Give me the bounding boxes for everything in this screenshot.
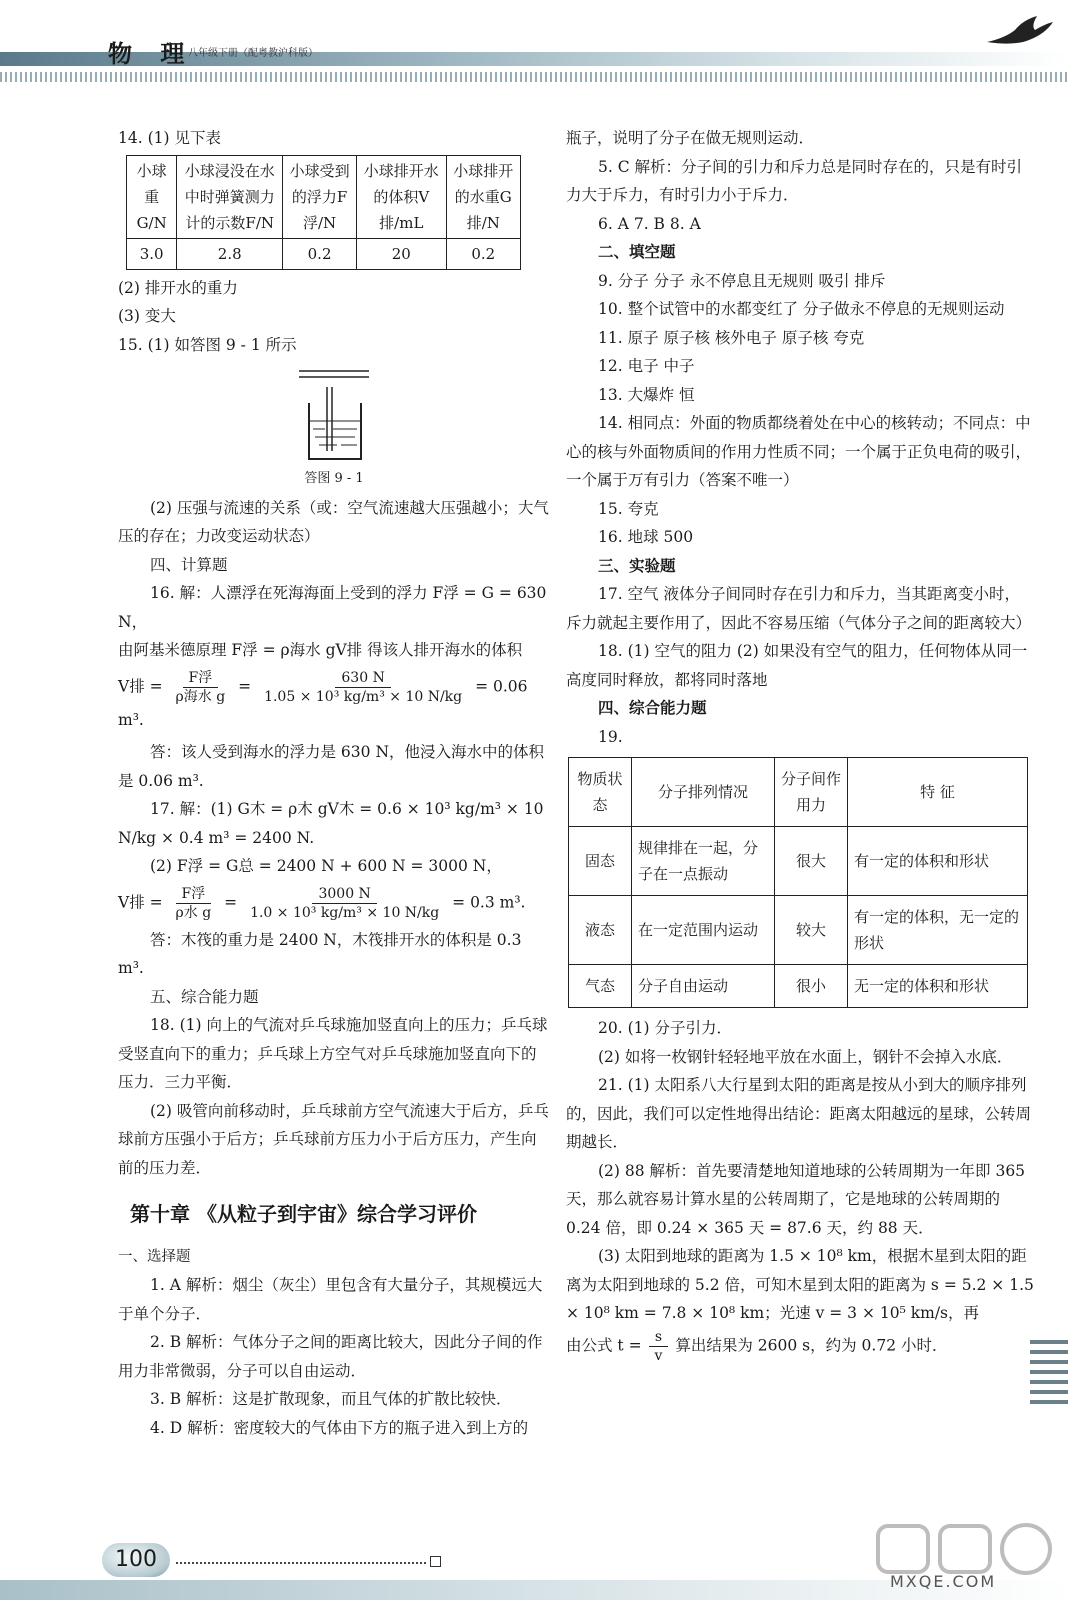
table-header: 分子间作用力	[775, 758, 848, 827]
table-header: 特 征	[848, 758, 1028, 827]
section-heading: 一、选择题	[118, 1248, 191, 1265]
q18-part1: 18. (1) 向上的气流对乒乓球施加竖直向上的压力；乒乓球受竖直向下的重力；乒乓球上方空气对乒乓球施加竖直向下的压力．三力平衡．	[118, 1016, 548, 1091]
fill-answer: 14. 相同点：外面的物质都绕着处在中心的核转动；不同点：中心的核与外面物质间的作用力性质不同；一个属于正负电荷的吸引，一个属于万有引力（答案不唯一）	[566, 414, 1032, 489]
choice-answer: 4. D 解析：密度较大的气体由下方的瓶子进入到上方的	[150, 1418, 529, 1437]
buoyancy-table	[126, 155, 521, 270]
q14-part3: (3) 变大	[118, 307, 176, 325]
fill-answer: 9. 分子 分子 永不停息且无规则 吸引 排斥	[598, 271, 886, 290]
left-column	[118, 124, 550, 1442]
q21-part4	[566, 1328, 1034, 1365]
eq-lhs: V排 =	[118, 677, 163, 695]
table-cell: 0.2	[446, 238, 520, 269]
fill-answer: 10. 整个试管中的水都变红了 分子做永不停息的无规则运动	[598, 300, 1005, 318]
eq-result: = 0.06 m³.	[118, 677, 528, 729]
fraction-denominator: 1.05 × 10³ kg/m³ × 10 N/kg	[264, 688, 463, 705]
subject-title: 物 理	[108, 39, 195, 68]
fill-answer: 12. 电子 中子	[598, 357, 695, 375]
fraction-denominator: ρ水 g	[175, 904, 212, 921]
q15-part1: 15. (1) 如答图 9 - 1 所示	[118, 335, 297, 354]
fraction-denominator: ρ海水 g	[175, 688, 226, 705]
table-cell: 无一定的体积和形状	[848, 965, 1028, 1008]
table-header: 小球浸没在水中时弹簧测力计的示数F/N	[177, 155, 283, 238]
fraction	[170, 885, 218, 922]
eq-equals: =	[224, 893, 238, 911]
table-header: 分子排列情况	[632, 758, 775, 827]
q21-part2: (2) 88 解析：首先要清楚地知道地球的公转周期为一年即 365 天，那么就容易计算水星的公转周期了，它是地球的公转周期的 0.24 倍，即 0.24 × 365 天 = 87.6 天，约 88 天．	[566, 1161, 1026, 1237]
formula-suffix: 算出结果为 2600 s，约为 0.72 小时．	[675, 1336, 948, 1354]
table-row	[569, 896, 1028, 965]
q17-answer: 答：木筏的重力是 2400 N，木筏排开水的体积是 0.3 m³.	[118, 930, 522, 977]
q14-intro: 14. (1) 见下表	[118, 129, 221, 147]
footer-dotted-rule	[176, 1562, 426, 1564]
experiment-answer: 18. (1) 空气的阻力 (2) 如果没有空气的阻力，任何物体从同一高度同时释放，都将同时落地	[566, 642, 1028, 689]
q21-part3: (3) 太阳到地球的距离为 1.5 × 10⁸ km，根据木星到太阳的距离为太阳到地球的 5.2 倍，可知木星到太阳的距离为 s = 5.2 × 1.5 × 10⁸ km = 7.8 × 10⁸ km；光速 v = 3 × 10⁵ km/s，再	[566, 1247, 1034, 1322]
q16-line1: 16. 解：人漂浮在死海海面上受到的浮力 F浮 = G = 630 N，	[118, 584, 547, 631]
table-cell: 20	[357, 238, 447, 269]
states-of-matter-table	[568, 757, 1028, 1008]
eq-lhs: V排 =	[118, 893, 163, 911]
table-cell: 有一定的体积和形状	[848, 827, 1028, 896]
table-row	[569, 965, 1028, 1008]
table-cell: 规律排在一起，分子在一点振动	[632, 827, 775, 896]
fill-answer: 11. 原子 原子核 核外电子 原子核 夸克	[598, 328, 865, 347]
fraction	[244, 885, 445, 922]
watermark-text: MXQE.COM	[890, 1572, 997, 1591]
q15-part2: (2) 压强与流速的关系（或：空气流速越大压强越小；大气压的存在；力改变运动状态）	[118, 498, 549, 545]
q16-equation	[118, 669, 550, 735]
table-header: 小球受到的浮力F浮/N	[283, 155, 357, 238]
table-cell: 较大	[775, 896, 848, 965]
table-cell: 2.8	[177, 238, 283, 269]
figure-caption: 答图 9 - 1	[304, 471, 364, 486]
fraction	[649, 1328, 669, 1365]
q20-part1: 20. (1) 分子引力．	[598, 1019, 732, 1037]
q17-part1: 17. 解：(1) G木 = ρ木 gV木 = 0.6 × 10³ kg/m³ × 10 N/kg × 0.4 m³ = 2400 N.	[118, 800, 544, 847]
right-column	[566, 124, 1034, 1365]
fraction	[170, 669, 232, 706]
book-info: 八年级下册（配粤教沪科版）	[188, 48, 318, 59]
section-heading: 四、综合能力题	[598, 698, 707, 717]
fill-answer: 13. 大爆炸 恒	[598, 385, 695, 404]
table-cell: 3.0	[127, 238, 177, 269]
q16-line2: 由阿基米德原理 F浮 = ρ海水 gV排 得该人排开海水的体积	[118, 641, 523, 659]
choice-answer: 1. A 解析：烟尘（灰尘）里包含有大量分子，其规模远大于单个分子．	[118, 1276, 543, 1323]
fraction-numerator: s	[649, 1328, 668, 1347]
table-cell: 很小	[775, 965, 848, 1008]
header-rule	[0, 72, 1068, 82]
table-header: 物质状态	[569, 758, 632, 827]
page-header	[0, 0, 1068, 90]
choice-answer: 5. C 解析：分子间的引力和斥力总是同时存在的，只是有时引力大于斥力，有时引力小于斥力．	[566, 157, 1023, 204]
section-heading: 四、计算题	[150, 555, 228, 574]
q16-answer: 答：该人受到海水的浮力是 630 N，他浸入海水中的体积是 0.06 m³.	[118, 743, 545, 790]
table-cell: 固态	[569, 827, 632, 896]
table-cell: 0.2	[283, 238, 357, 269]
q14-part2: (2) 排开水的重力	[118, 278, 238, 297]
section-heading: 三、实验题	[598, 555, 676, 575]
fraction-denominator: v	[654, 1347, 663, 1364]
table-header: 小球排开的水重G排/N	[446, 155, 520, 238]
choice-answer-continued: 瓶子，说明了分子在做无规则运动．	[566, 129, 815, 147]
section-heading: 五、综合能力题	[150, 987, 259, 1006]
footer-square-icon	[430, 1556, 441, 1567]
fraction-numerator: F浮	[183, 669, 219, 688]
side-decoration	[1030, 1340, 1068, 1410]
beaker-straw-figure	[279, 365, 389, 465]
table-cell: 在一定范围内运动	[632, 896, 775, 965]
table-header: 小球重G/N	[127, 155, 177, 238]
q17-part2: (2) F浮 = G总 = 2400 N + 600 N = 3000 N，	[150, 857, 502, 875]
fraction	[258, 669, 468, 706]
section-heading: 二、填空题	[598, 242, 676, 261]
table-row	[127, 238, 521, 269]
q17-equation	[118, 885, 550, 922]
formula-prefix: 由公式 t =	[566, 1336, 642, 1354]
bird-logo-icon	[985, 12, 1055, 52]
table-cell: 很大	[775, 827, 848, 896]
table-cell: 气态	[569, 965, 632, 1008]
table-header: 小球排开水的体积V排/mL	[357, 155, 447, 238]
q18-part2: (2) 吸管向前移动时，乒乓球前方空气流速大于后方，乒乓球前方压强小于后方；乒乓球前方压力小于后方压力，产生向前的压力差．	[118, 1101, 549, 1177]
experiment-answer: 17. 空气 液体分子间同时存在引力和斥力，当其距离变小时，斥力就起主要作用了，因此不容易压缩（气体分子之间的距离较大）	[566, 585, 1032, 632]
chapter-title: 第十章 《从粒子到宇宙》综合学习评价	[130, 1202, 477, 1226]
q19-label: 19.	[598, 727, 623, 746]
fill-answer: 16. 地球 500	[598, 528, 694, 546]
eq-result: = 0.3 m³.	[452, 893, 526, 911]
choice-answer: 6. A 7. B 8. A	[598, 214, 701, 233]
choice-answer: 3. B 解析：这是扩散现象，而且气体的扩散比较快．	[150, 1390, 512, 1408]
fraction-denominator: 1.0 × 10³ kg/m³ × 10 N/kg	[250, 904, 440, 921]
fraction-numerator: 630 N	[335, 669, 390, 688]
fill-answer: 15. 夸克	[598, 499, 659, 518]
fraction-numerator: 3000 N	[312, 885, 376, 904]
fraction-numerator: F浮	[176, 885, 212, 904]
table-cell: 有一定的体积，无一定的形状	[848, 896, 1028, 965]
eq-equals: =	[238, 677, 252, 695]
choice-answer: 2. B 解析：气体分子之间的距离比较大，因此分子间的作用力非常微弱，分子可以自由运动．	[118, 1333, 543, 1380]
table-cell: 液态	[569, 896, 632, 965]
q20-part2: (2) 如将一枚钢针轻轻地平放在水面上，钢针不会掉入水底．	[598, 1047, 1013, 1066]
page-number: 100	[102, 1543, 170, 1577]
table-cell: 分子自由运动	[632, 965, 775, 1008]
table-row	[569, 827, 1028, 896]
q21-part1: 21. (1) 太阳系八大行星到太阳的距离是按从小到大的顺序排列的，因此，我们可以定性地得出结论：距离太阳越远的星球，公转周期越长．	[566, 1076, 1032, 1151]
